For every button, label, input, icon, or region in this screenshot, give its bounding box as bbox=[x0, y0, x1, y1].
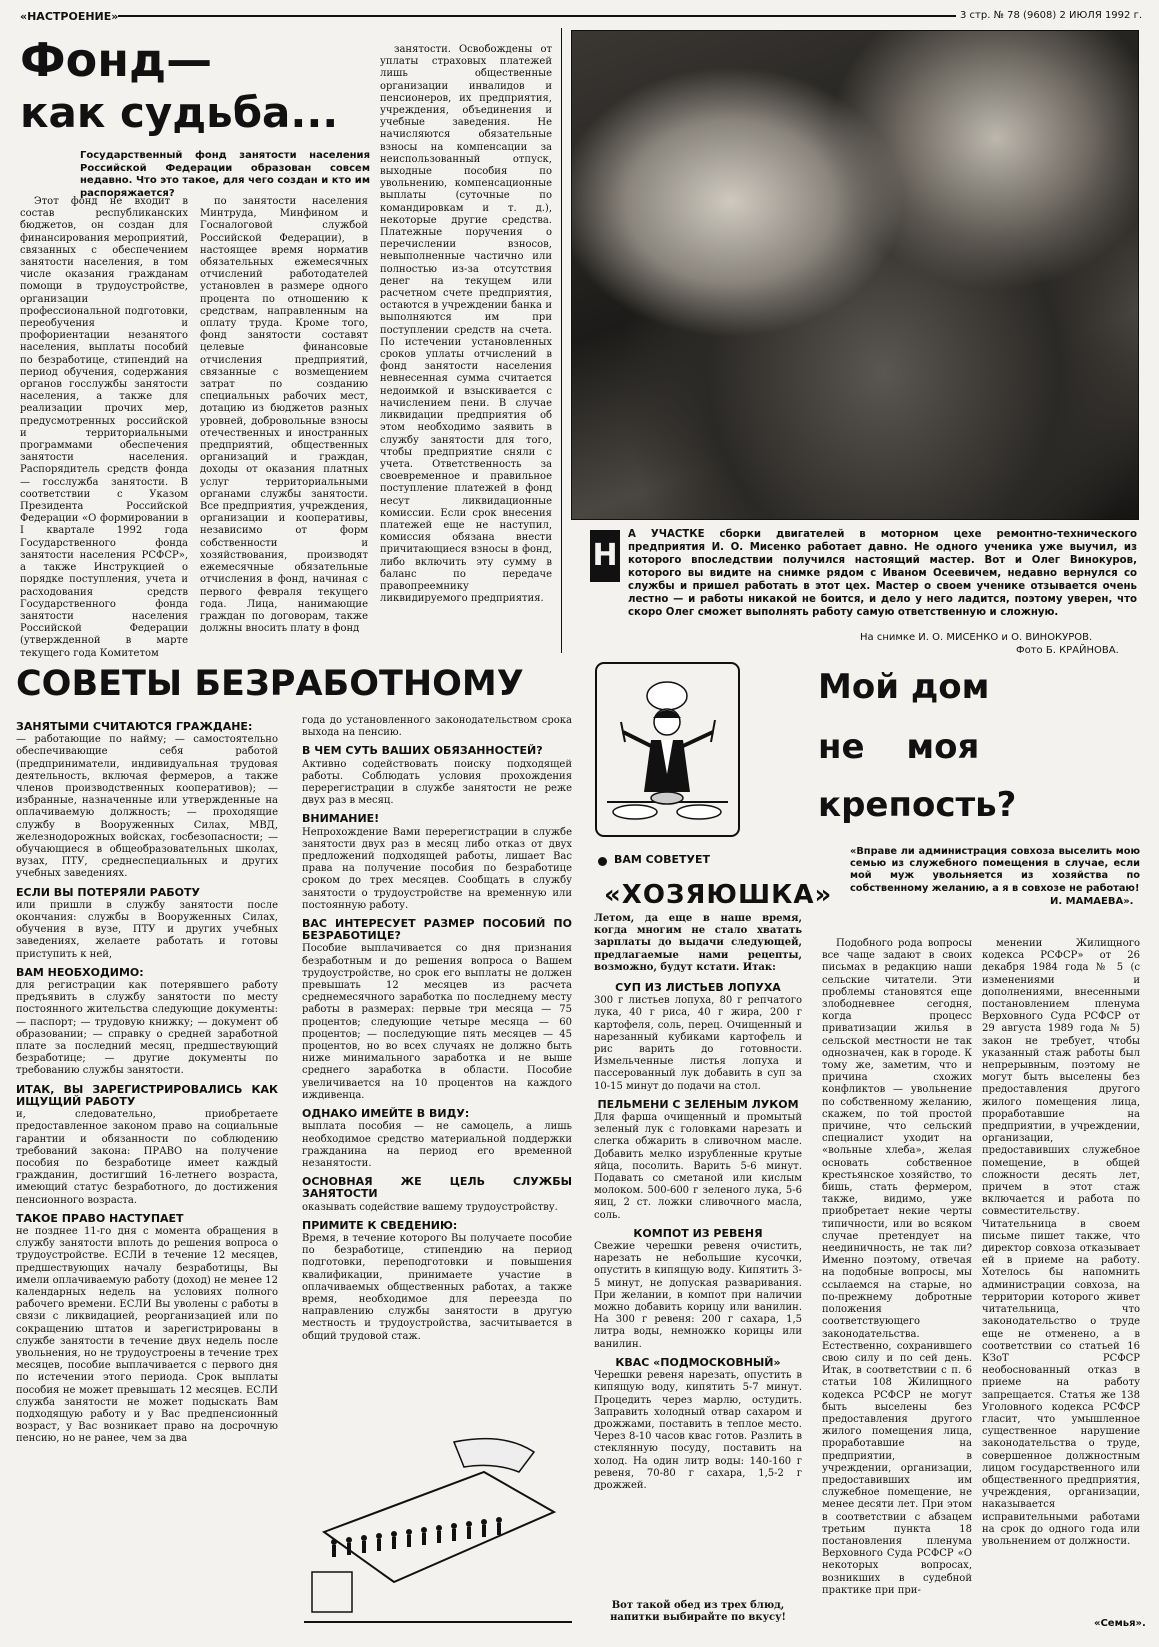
section-subheading: ЗАНЯТЫМИ СЧИТАЮТСЯ ГРАЖДАНЕ: bbox=[16, 720, 253, 733]
section-subheading: СУП ИЗ ЛИСТЬЕВ ЛОПУХА bbox=[615, 981, 781, 994]
fund-title-line-2: как судьба... bbox=[20, 88, 339, 137]
photo-caption: А УЧАСТКЕ сборки двигателей в моторном цехе ремонтно-технического предприятия И. О. Мисенко работает давно. Не одного ученика уже выучил, из которого впоследствии получился настоящий мастер. Вот и Олег Винокуров, которого вы видите на снимке рядом с Иваном Осеевичем, недавно вернулся со службы и пришел работать в этот цех. Мастер о своем ученике отзывается очень лестно — и работы никакой не боится, и дело у него ладится, поэтому уверен, что скоро Олег сможет выполнять работу самую ответственную и сложную. bbox=[628, 529, 1137, 618]
masthead-rule bbox=[118, 15, 956, 17]
caption-dropcap: Н bbox=[590, 530, 620, 582]
article-text: Подобного рода вопросы все чаще задают в своих письмах в редакцию наши сельские читатели. Эти проблемы становятся еще злободневнее сегодня, когда процесс приватизации жилья в сельской местности не так однозначен, как в городе. К тому же, заметим, что и причина схожих конфликтов — увольнение по собственному желанию, скажем, по той простой причине, что сельский специалист уходит на «вольные хлеба», желая основать собственное крестьянское хозяйство, то бишь, стать фермером, также, видимо, уже приобретает некие черты типичности, или во всяком случае претендует на неединичность, не так ли? Именно поэтому, отвечая на подобные вопросы, мы ссылаемся на старые, но по-прежнему добротные положения соответствующего законодательства. Естественно, сохранившего свою силу и по сей день. Итак, в соответствии с п. 6 статьи 108 Жилищного кодекса РСФСР не могут быть выселены без предоставления другого жилого помещения лица, проработавшие на предприятии, в учреждении, организации, предоставивших им служебное помещение, не менее десяти лет. При этом в соответствии с абзацем третьим пункта 18 постановления пленума Верховного Суда РСФСР «О некоторых вопросах, возникших в судебной практике при при- bbox=[822, 938, 972, 1596]
sovety-left-column bbox=[16, 715, 278, 1640]
kicker-bullet bbox=[598, 857, 607, 866]
sovety-title: СОВЕТЫ БЕЗРАБОТНОМУ bbox=[16, 664, 524, 704]
recipe-text: Черешки ревеня нарезать, опустить в кипящую воду, кипятить 5-7 минут. Процедить через марлю, остудить. Заправить холодный отвар сахаром и дрожжами, поставить в теплое место. Через 8-10 часов квас готов. Разлить в стеклянную посуду, поставить на холод. На один литр воды: 140-160 г ревеня, 70-80 г сахара, 1,5-2 г дрожжей. bbox=[594, 1370, 802, 1491]
sovety-right-item: Время, в течение которого Вы получаете пособие по безработице, стипендию на период подготовки, переподготовки и повышения квалификации, принимаете участие в оплачиваемых общественных работах, а также время, необходимое для переезда по направлению службы занятости в другую местность и трудоустройства, засчитывается в общий трудовой стаж. bbox=[302, 1232, 572, 1342]
chef-illustration bbox=[595, 662, 740, 837]
section-subheading: ЕСЛИ ВЫ ПОТЕРЯЛИ РАБОТУ bbox=[16, 885, 200, 899]
hozyayushka-title: «ХОЗЯЮШКА» bbox=[604, 880, 833, 910]
moy-dom-lead: «Вправе ли администрация совхоза выселить мою семью из служебного помещения в случае, если мой муж увольняется из хозяйства по собственному желанию, а я в совхозе не работаю! bbox=[850, 846, 1140, 894]
moy-dom-column-1 bbox=[822, 938, 972, 1628]
sovety-right-item: года до установленного законодательством срока выхода на пенсию. bbox=[302, 715, 572, 739]
photo-credit-author: Фото Б. КРАЙНОВА. bbox=[1016, 645, 1119, 656]
section-subheading: В ЧЕМ СУТЬ ВАШИХ ОБЯЗАННОСТЕЙ? bbox=[302, 744, 543, 758]
section-subheading: ОСНОВНАЯ ЖЕ ЦЕЛЬ СЛУЖБЫ ЗАНЯТОСТИ bbox=[302, 1175, 572, 1201]
section-subheading: ВАМ НЕОБХОДИМО: bbox=[16, 965, 144, 979]
hozyayushka-intro: Летом, да еще в наше время, когда многим не стало хватать зарплаты до выдачи следующей, предлагаемые нами рецепты, возможно, будут кстати. Итак: bbox=[594, 913, 802, 973]
section-subheading: ИТАК, ВЫ ЗАРЕГИСТРИРОВАЛИСЬ КАК ИЩУЩИЙ РАБОТУ bbox=[16, 1082, 278, 1108]
moy-dom-title-1: Мой дом bbox=[818, 667, 990, 707]
section-subheading: ОДНАКО ИМЕЙТЕ В ВИДУ: bbox=[302, 1107, 470, 1121]
sovety-left-item: — работающие по найму; — самостоятельно обеспечивающие себя работой (предприниматели, индивидуальная трудовая деятельность, включая фермеров, а также членов производственных кооперативов); — избранные, назначенные или утвержденные на оплачиваемую должность; — проходящие службу в Вооруженных Силах, МВД, железнодорожных войсках, госбезопасности; — обучающиеся в общеобразовательных школах, вузах, ПТУ, среднеспециальных и других учебных заведениях. bbox=[16, 734, 278, 880]
section-label: «НАСТРОЕНИЕ» bbox=[20, 10, 119, 23]
section-subheading: ТАКОЕ ПРАВО НАСТУПАЕТ bbox=[16, 1211, 184, 1225]
sovety-left-item: или пришли в службу занятости после окончания: службы в Вооруженных Силах, обучения в вузе, ПТУ и других учебных заведениях, желаете работать и готовы приступить к ней, bbox=[16, 899, 278, 960]
moy-dom-title-2: не моя bbox=[818, 727, 980, 767]
moy-dom-source: «Семья». bbox=[1094, 1618, 1146, 1629]
fund-column-2 bbox=[200, 196, 368, 651]
article-text: занятости. Освобождены от уплаты страховых платежей лишь общественные организации инвалидов и пенсионеров, их предприятия, учреждения, объединения и учебные заведения. Не начисляются обязательные взносы на компенсации за неиспользованный отпуск, выходные пособия по увольнению, компенсационные выплаты (суточные по командировкам и т. д.), некоторые другие средства. Платежные поручения о перечислении взносов, невыполненные частично или полностью из-за отсутствия денег на текущем или расчетном счете предприятия, остаются в учреждении банка и выполняются им при поступлении средств на счета. По истечении установленных сроков уплаты отчислений в фонд занятости населения невнесенная сумма считается недоимкой и взыскивается с начислением пени. В случае ликвидации предприятия об этом необходимо заявить в службу занятости для того, чтобы предприятие сняли с учета. Ответственность за своевременное и правильное поступление платежей в фонд несут ликвидационные комиссии. Если срок внесения платежей еще не наступил, комиссия обязана внести причитающиеся взносы в фонд, либо включить эту сумму в баланс по передаче правопреемнику ликвидируемого предприятия. bbox=[380, 44, 552, 605]
fund-lead: Государственный фонд занятости населения Российской Федерации образован совсем недавно. Что это такое, для чего создан и кто им распоряжается? bbox=[80, 150, 370, 199]
section-subheading: ВАС ИНТЕРЕСУЕТ РАЗМЕР ПОСОБИЙ ПО БЕЗРАБОТИЦЕ? bbox=[302, 917, 572, 943]
hozyayushka-kicker: ВАМ СОВЕТУЕТ bbox=[614, 853, 710, 866]
hozyayushka-recipes bbox=[594, 976, 802, 1586]
queue-cartoon bbox=[304, 1412, 572, 1634]
sovety-left-item: для регистрации как потерявшего работу предъявить в службу занятости по месту постоянного жительства следующие документы: — паспорт; — трудовую книжку; — документ об образовании; — справку о средней заработной плате за последний месяц, предшествующий безработице; — другие документы по требованию службы занятости. bbox=[16, 980, 278, 1077]
moy-dom-signature: И. МАМАЕВА». bbox=[1050, 896, 1134, 907]
section-subheading: ВНИМАНИЕ! bbox=[302, 812, 380, 826]
fund-column-1 bbox=[20, 196, 188, 659]
recipe-text: 300 г листьев лопуха, 80 г репчатого лука, 40 г риса, 40 г жира, 200 г картофеля, соль, перец. Очищенный и нарезанный кубиками картофель и рис варить до готовности. Измельченные листья лопуха и пассерованный лук добавить в суп за 10-15 минут до подачи на стол. bbox=[594, 995, 802, 1092]
photo-credit-names: На снимке И. О. МИСЕНКО и О. ВИНОКУРОВ. bbox=[860, 632, 1093, 643]
sovety-right-item: Пособие выплачивается со дня признания безработным и до решения вопроса о Вашем трудоустройстве, но срок его выплаты не должен превышать 12 месяцев из расчета среднемесячного заработка по последнему месту работы в размерах: первые три месяца — 75 процентов; следующие четыре месяца — 60 процентов; — последующие пять месяцев — 45 процентов, но во всех случаях не должно быть ниже минимального заработка и не выше среднего заработка в области. Пособие увеличивается на 10 процентов на каждого иждивенца. bbox=[302, 943, 572, 1101]
article-text: менении Жилищного кодекса РСФСР» от 26 декабря 1984 года № 5 (с изменениями и дополнениями, внесенными постановлением пленума Верховного Суда РСФСР от 29 августа 1989 года № 5) закон не требует, чтобы указанный стаж работы был непрерывным, поэтому не могут быть выселены без предоставления другого жилого помещения лица, проработавшие на предприятии, в учреждении, организации, предоставивших служебное помещение, в общей сложности десять лет, причем в этот стаж включается и работа по совместительству. Читательница в своем письме пишет также, что директор совхоза отказывает ей в приеме на работу. Хотелось бы напомнить администрации совхоза, на территории которого живет читательница, что законодательство о труде еще не отменено, а в соответствии со статьей 16 КЗоТ РСФСР необоснованный отказ в приеме на работу запрещается. Статья же 138 Уголовного кодекса РСФСР гласит, что умышленное существенное нарушение законодательства о труде, совершенное должностным лицом государственного или общественного предприятия, учреждения, организации, наказывается исправительными работами на срок до одного года или увольнением от должности. bbox=[982, 938, 1140, 1547]
sovety-right-column bbox=[302, 715, 572, 1405]
column-divider bbox=[561, 28, 562, 653]
recipe-text: Для фарша очищенный и промытый зеленый лук с головками нарезать и слегка обжарить в сливочном масле. Добавить мелко изрубленные крутые яйца, посолить. Варить 5-6 минут. Подавать со сметаной или кислым молоком. 500-600 г зеленого лука, 5-6 яиц, 2 ст. ложки сливочного масла, соль. bbox=[594, 1112, 802, 1221]
workshop-photo bbox=[571, 30, 1139, 520]
section-subheading: ПЕЛЬМЕНИ С ЗЕЛЕНЫМ ЛУКОМ bbox=[597, 1097, 799, 1111]
fund-title-line-1: Фонд— bbox=[20, 33, 213, 87]
article-text: по занятости населения Минтруда, Минфином и Госналоговой службой Российской Федерации), в настоящее время норматив обязательных ежемесячных отчислений работодателей установлен в размере одного процента по отношению к средствам, направленным на оплату труда. Кроме того, фонд занятости составят целевые финансовые отчисления предприятий, связанные с возмещением затрат по созданию специальных рабочих мест, дотацию из бюджетов разных уровней, добровольные взносы отечественных и иностранных предприятий, общественных организаций и граждан, доходы от оказания платных услуг территориальными органами службы занятости. Все предприятия, учреждения, организации и кооперативы, независимо от форм собственности и хозяйствования, производят ежемесячные обязательные отчисления в фонд, начиная с первого февраля текущего года. Лица, нанимающие граждан по договорам, также должны вносить плату в фонд bbox=[200, 196, 368, 635]
sovety-left-item: и, следовательно, приобретаете предоставленное законом право на социальные гарантии и обязанности по соблюдению требований закона: ПРАВО на получение пособия по безработице имеет каждый гражданин, достигший 16-летнего возраста, имеющий статус безработного, до достижения пенсионного возраста. bbox=[16, 1109, 278, 1206]
sovety-right-item: выплата пособия — не самоцель, а лишь необходимое средство материальной поддержки гражданина на период его временной незанятости. bbox=[302, 1121, 572, 1169]
sovety-right-item: Непрохождение Вами перерегистрации в службе занятости двух раз в месяц либо отказ от двух предложений подходящей работы, лишает Вас права на получение пособия по безработице сроком до трех месяцев. Сообщать в службу занятости о трудоустройстве на временную или постоянную работу. bbox=[302, 826, 572, 911]
sovety-left-item: не позднее 11-го дня с момента обращения в службу занятости вплоть до решения вопроса о трудоустройстве. ЕСЛИ в течение 12 месяцев, предшествующих началу безработицы, Вы имели оплачиваемую работу (доход) не менее 12 календарных недель на условиях полного рабочего времени. ЕСЛИ Вы уволены с работы в связи с ликвидацией, реорганизацией или по сокращению штатов и зарегистрированы в службе занятости в течение двух недель после увольнения, но не трудоустроены в течение трех месяцев, пособие выплачивается с первого дня по истечении этого периода. Срок выплаты пособия не может превышать 12 месяцев. ЕСЛИ служба занятости не может подыскать Вам подходящую работу и у Вас предпенсионный возраст, у Вас возникает право на досрочную пенсию, но не ранее, чем за два bbox=[16, 1225, 278, 1445]
sovety-right-item: оказывать содействие вашему трудоустройству. bbox=[302, 1201, 558, 1213]
moy-dom-column-2 bbox=[982, 938, 1140, 1610]
article-text: Этот фонд не входит в состав республиканских бюджетов, он создан для финансирования мероприятий, связанных с обеспечением занятости населения, в том числе оказания гражданам помощи в трудоустройстве, организации профессиональной подготовки, переобучения и профориентации незанятого населения, выплаты пособий по безработице, стипендий на период обучения, содержания органов госслужбы занятости населения, а также для реализации прочих мер, предусмотренных российской и территориальными программами обеспечения занятости населения. Распорядитель средств фонда — госслужба занятости. В соответствии с Указом Президента Российской Федерации «О формировании в I квартале 1992 года Государственного фонда занятости населения РСФСР», а также Инструкцией о порядке поступления, учета и расходования средств Государственного фонда занятости населения Российской Федерации (утвержденной в марте текущего года Комитетом bbox=[20, 196, 188, 659]
moy-dom-title-3: крепость? bbox=[818, 785, 1017, 825]
sovety-right-item: Активно содействовать поиску подходящей работы. Соблюдать условия прохождения перерегистрации в службе занятости не реже двух раз в месяц. bbox=[302, 758, 572, 807]
section-subheading: КОМПОТ ИЗ РЕВЕНЯ bbox=[633, 1226, 763, 1240]
section-subheading: КВАС «ПОДМОСКОВНЫЙ» bbox=[615, 1355, 781, 1369]
fund-column-3 bbox=[380, 44, 552, 651]
recipe-text: Свежие черешки ревеня очистить, нарезать не небольшие кусочки, опустить в кипящую воду. Кипятить 3-5 минут, не допуская разваривания. При желании, в компот при наличии можно добавить корицу или ванилин. На 300 г ревеня: 200 г сахара, 1,5 литра воды, немножко корицы или ванилин. bbox=[594, 1241, 802, 1350]
section-subheading: ПРИМИТЕ К СВЕДЕНИЮ: bbox=[302, 1218, 458, 1232]
hozyayushka-outro: Вот такой обед из трех блюд, напитки выбирайте по вкусу! bbox=[610, 1600, 786, 1624]
issue-line: 3 стр. № 78 (9608) 2 ИЮЛЯ 1992 г. bbox=[960, 10, 1143, 21]
